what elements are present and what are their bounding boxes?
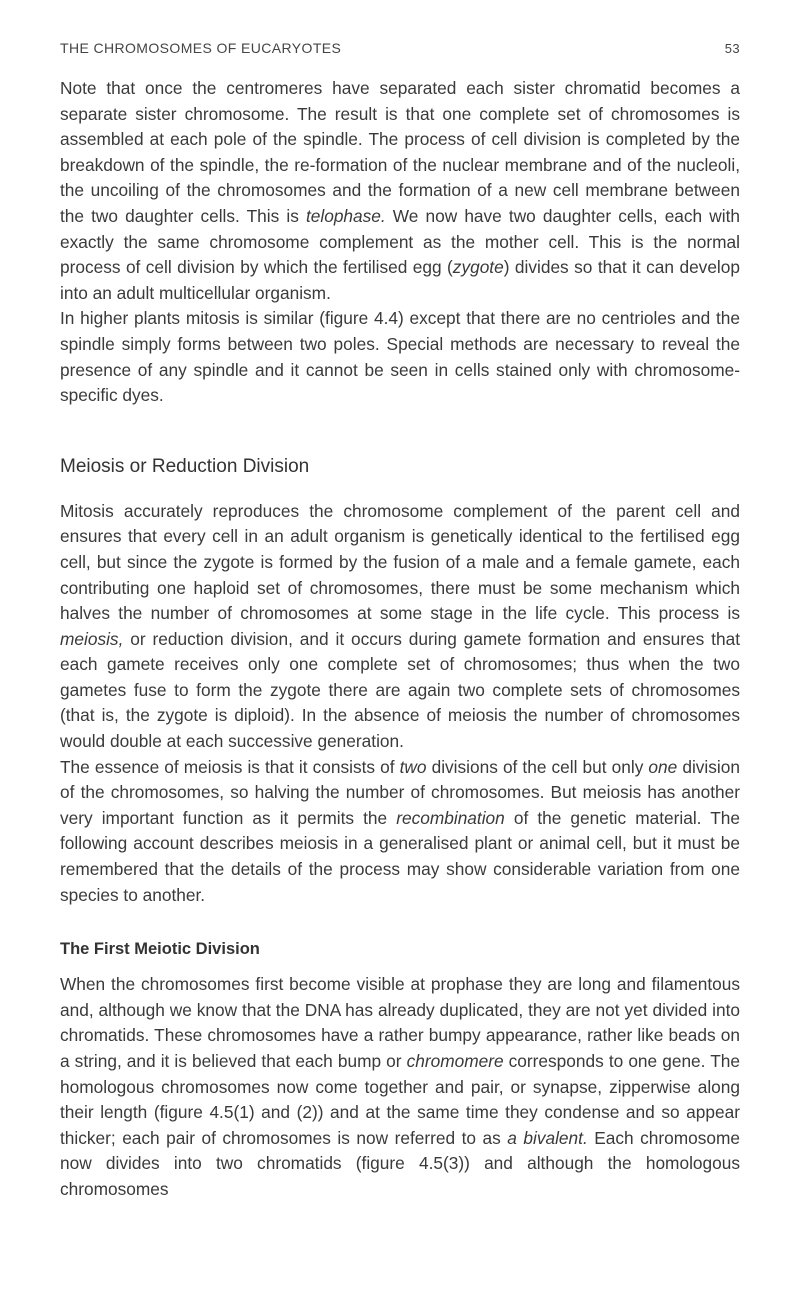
paragraph-meiosis-intro: Mitosis accurately reproduces the chromosome complement of the parent cell and ensures that every cell in an adult organism is genetically identical to the fertilised egg cell, but since the zygote is formed by the fusion of a male and a female gamete, each contributing one haploid set of chromosomes, there must be some mechanism which halves the number of chromosomes at some stage in the life cycle. This process is meiosis, or reduction division, and it occurs during gamete formation and ensures that each gamete receives only one complete set of chromosomes; thus when the two gametes fuse to form the zygote there are again two complete sets of chromosomes (that is, the zygote is diploid). In the absence of meiosis the number of chromosomes would double at each successive generation.: [60, 500, 740, 752]
subsection-heading: The First Meiotic Division: [60, 940, 260, 959]
running-header: [60, 40, 740, 66]
paragraph-higher-plants: In higher plants mitosis is similar (figure 4.4) except that there are no centrioles and the spindle simply forms between two poles. Special methods are necessary to reveal the presence of any spindle and it cannot be seen in cells stained only with chromosome-specific dyes.: [60, 308, 740, 406]
paragraph-first-division: When the chromosomes first become visible at prophase they are long and filamentous and, although we know that the DNA has already duplicated, they are not yet divided into chromatids. These chromosomes have a rather bumpy appearance, rather like beads on a string, and it is believed that each bump or chromomere corresponds to one gene. The homologous chromosomes now come together and pair, or synapse, zipperwise along their length (figure 4.5(1) and (2)) and at the same time they condense and so appear thicker; each pair of chromosomes is now referred to as a bivalent. Each chromosome now divides into two chromatids (figure 4.5(3)) and although the homologous chromosomes: [60, 974, 741, 1199]
body-text-meiosis: [60, 499, 740, 909]
page-number: 53: [724, 41, 740, 56]
running-title: THE CHROMOSOMES OF EUCARYOTES: [60, 40, 342, 56]
paragraph-meiosis-essence: The essence of meiosis is that it consists of two divisions of the cell but only one division of the chromosomes, so halving the number of chromosomes. But meiosis has another very important function as it permits the recombination of the genetic material. The following account describes meiosis in a generalised plant or animal cell, but it must be remembered that the details of the process may show considerable variation from one species to another.: [60, 756, 741, 905]
body-text-top: [60, 76, 740, 409]
book-page: [60, 40, 740, 1203]
paragraph-telophase: Note that once the centromeres have separated each sister chromatid becomes a separate sister chromosome. The result is that one complete set of chromosomes is assembled at each pole of the spindle. The process of cell division is completed by the breakdown of the spindle, the re-formation of the nuclear membrane and of the nucleoli, the uncoiling of the chromosomes and the formation of a new cell membrane between the two daughter cells. This is telophase. We now have two daughter cells, each with exactly the same chromosome complement as the mother cell. This is the normal process of cell division by which the fertilised egg (zygote) divides so that it can develop into an adult multicellular organism.: [60, 78, 741, 303]
section-heading: Meiosis or Reduction Division: [60, 455, 310, 477]
body-text-first-division: [60, 972, 740, 1202]
